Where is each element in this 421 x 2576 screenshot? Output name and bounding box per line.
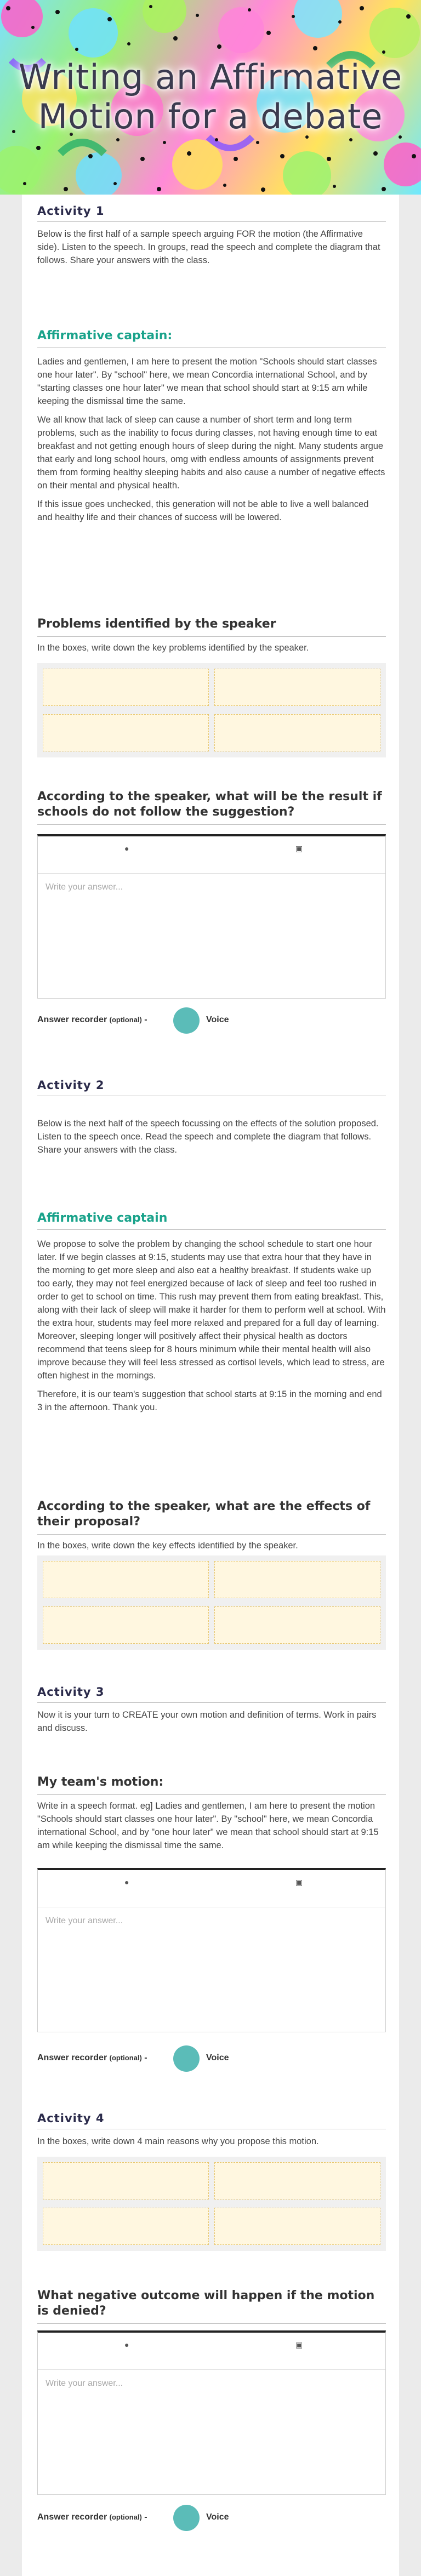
negative-question-section [37, 2288, 386, 2324]
answer-box[interactable] [214, 2208, 380, 2245]
activity1-speech [37, 329, 386, 529]
effects-box-grid [37, 1555, 386, 1650]
voice-label: Voice [206, 1015, 229, 1024]
problems-title: Problems identified by the speaker [37, 617, 386, 637]
activity4-section [37, 2112, 386, 2148]
activity3-title: Activity 3 [37, 1685, 386, 1703]
activity2-speech-paragraph: We propose to solve the problem by changing the school schedule to start one hour later. If we begin classes at 9:15, students may use that extra hour that they have in the morning to get more sleep and also eat a healthy breakfast. If students wake up too early, they may not feel energized because of lack of sleep and feel too rushed in order to get to school on time. This rush may prevent them from eating breakfast. This, along with their lack of sleep will make it harder for them to perform well at school. With the extra hour, students may feel more relaxed and prepared for a full day of learning. Moreover, sleeping longer will positively affect their physical health as doctors recommend that teens sleep for 8 hours minimum while their mental health will also improve because they will feel less stressed as cortisol levels, which lead to stress, are often highest in the mornings. [37, 1239, 386, 1381]
answer-box[interactable] [43, 1606, 209, 1644]
page-title [0, 58, 421, 136]
activity1-speech-paragraph: Ladies and gentlemen, I am here to present the motion "Schools should start classes one hour later". By "school" here, we mean Concordia international School, and by "starting classes one hour later" we mean that school should start at 9:15 am while keeping the dismissal time the same. [37, 357, 377, 406]
answer-recorder-label: Answer recorder (optional) - [37, 2512, 147, 2522]
page-title-line1: Writing an Affirmative [18, 57, 403, 97]
image-icon[interactable]: ▣ [295, 844, 303, 853]
problems-instruction: In the boxes, write down the key problems identified by the speaker. [37, 643, 309, 653]
activity2-intro: Below is the next half of the speech focussing on the effects of the solution proposed. Listen to the speech once. Read the speech and complete the diagram that follows. Share your answers with the class. [37, 1119, 379, 1155]
effects-instruction: In the boxes, write down the key effects identified by the speaker. [37, 1541, 298, 1551]
motion-title: My team's motion: [37, 1775, 386, 1795]
activity1-intro: Below is the first half of a sample speech arguing FOR the motion (the Affirmative side). Listen to the speech. In groups, read the speech and complete the diagram that follows. Share your answers with the class. [37, 229, 380, 265]
answer-recorder [37, 2045, 268, 2072]
voice-label: Voice [206, 2053, 229, 2062]
answer-box[interactable] [43, 669, 209, 706]
answer-input[interactable] [38, 2370, 385, 2490]
activity4-intro: In the boxes, write down 4 main reasons why you propose this motion. [37, 2136, 319, 2146]
activity3-section [37, 1685, 386, 1735]
activity2-speech [37, 1211, 386, 1420]
answer-box[interactable] [43, 1561, 209, 1598]
activity1-section [37, 204, 386, 267]
activity1-speech-title: Affirmative captain: [37, 329, 386, 347]
mic-icon[interactable]: ● [124, 1878, 129, 1887]
problems-box-grid [37, 663, 386, 757]
effects-question: According to the speaker, what are the effects of their proposal? [37, 1499, 386, 1535]
activity2-section [37, 1079, 386, 1156]
mic-icon[interactable]: ● [124, 844, 129, 853]
activity1-speech-paragraph: If this issue goes unchecked, this generation will not be able to live a well balanced and healthy life and their chances of success will be lowered. [37, 499, 369, 522]
answer-box[interactable] [43, 2208, 209, 2245]
activity1-title: Activity 1 [37, 204, 386, 222]
mic-icon[interactable]: ● [124, 2340, 129, 2349]
effects-section [37, 1499, 386, 1552]
answer-recorder [37, 1007, 268, 1034]
answer-input[interactable] [38, 1907, 385, 2028]
voice-record-button[interactable] [173, 1007, 200, 1034]
voice-record-button[interactable] [173, 2505, 200, 2531]
answer-response-2 [37, 1868, 386, 2032]
answer-box[interactable] [43, 2162, 209, 2199]
activity2-speech-paragraph: Therefore, it is our team's suggestion that school starts at 9:15 in the morning and end 3 in the afternoon. Thank you. [37, 1389, 382, 1412]
response-toolbar [38, 836, 385, 874]
activity4-title: Activity 4 [37, 2112, 386, 2129]
answer-input[interactable] [38, 874, 385, 994]
answer-box[interactable] [214, 714, 380, 751]
reasons-box-grid [37, 2157, 386, 2251]
voice-label: Voice [206, 2512, 229, 2522]
motion-instruction: Write in a speech format. eg] Ladies and gentlemen, I am here to present the motion "Schools should start classes one hour later". By "school" here, we mean Concordia international School, and by "one hour later" we mean that school should start at 9:15 am while keeping the dismissal time the same. [37, 1801, 379, 1850]
image-icon[interactable]: ▣ [295, 2340, 303, 2349]
answer-response-3 [37, 2330, 386, 2495]
response-toolbar [38, 2333, 385, 2370]
negative-question: What negative outcome will happen if the motion is denied? [37, 2288, 386, 2324]
activity3-intro: Now it is your turn to CREATE your own motion and definition of terms. Work in pairs and discuss. [37, 1710, 377, 1733]
answer-box[interactable] [214, 2162, 380, 2199]
page-title-line2: Motion for a debate [38, 96, 383, 136]
activity1-speech-paragraph: We all know that lack of sleep can cause a number of short term and long term problems, such as the inability to focus during classes, not having enough time to eat breakfast and not getting enough hours of sleep during the night. Many students argue that early and long school hours, omg with endless amounts of assignments prevent them from forming healthy sleeping habits and also cause a number of negative effects on their mental and physical health. [37, 415, 385, 491]
response-toolbar [38, 1870, 385, 1907]
answer-box[interactable] [214, 1606, 380, 1644]
image-icon[interactable]: ▣ [295, 1878, 303, 1887]
result-question-section [37, 789, 386, 825]
answer-recorder-label: Answer recorder (optional) - [37, 2053, 147, 2062]
answer-box[interactable] [214, 1561, 380, 1598]
result-question: According to the speaker, what will be the result if schools do not follow the suggestion? [37, 789, 386, 825]
motion-section [37, 1775, 386, 1852]
answer-recorder [37, 2505, 268, 2531]
header-banner [0, 0, 421, 195]
problems-section [37, 617, 386, 654]
answer-recorder-label: Answer recorder (optional) - [37, 1015, 147, 1024]
voice-record-button[interactable] [173, 2045, 200, 2072]
answer-box[interactable] [43, 714, 209, 751]
answer-box[interactable] [214, 669, 380, 706]
activity2-speech-title: Affirmative captain [37, 1211, 386, 1230]
activity2-title: Activity 2 [37, 1079, 386, 1096]
answer-response-1 [37, 834, 386, 999]
